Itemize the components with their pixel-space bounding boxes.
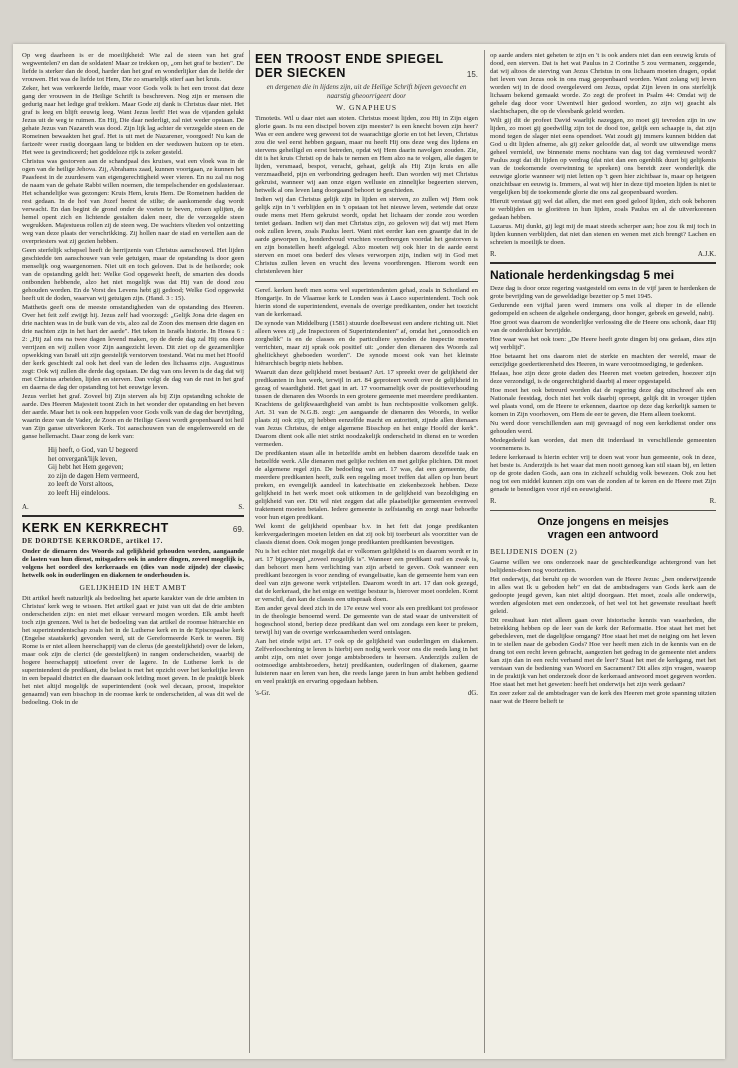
onze-paragraph: Het onderwijs, dat beruht op de woorden van de Heere Jezus: „ben onderwijzende in alles wat Ik u geboden heb" en dat de ambtsdragers van Gods kerk aan de gedoopte jeugd geven, kan niet altijd doorgaan. Het moet, zoals alle onderwijs, worden afgesloten met een onderzoek, of het wel tot het gewenste resultaat heeft geleid. [490,576,716,615]
kerk-number: 69. [232,524,244,534]
psalm-verse: Hij heeft, o God, van U begeerd het onvergank'lijk leven, Gij hebt het Hem gegeven; zo zijn de dagen Hem vermeerd, zo leeft de Vorst altoos, zo leeft Hij eindeloos. [48,446,139,497]
easter-signature: A. S. [22,502,244,511]
easter-paragraph: Op weg daarheen is er de moeilijkheid: Wie zal de steen van het graf wegwentelen? en dan de soldaten! Maar ze trekken op, „om het graf te bezien". De liefde is sterker dan de dood, harder dan het graf en wonderlijker dan de liefde der vrouwen. Het was de liefde tot Hem, Die zo smartelijk stierf aan het kruis. [22,52,244,83]
kerk-signature: 's-Gr. dG. [255,689,478,697]
onze-paragraph: Dit resultaat kan niet alleen gaan over historische kennis van waarheden, die betrekking hebben op de leer van de kerk der Reformatie. Hoe staat het met het gebedsleven, met de dagelijkse omgang? Hoe staat het met de neiging om het leven in te stellen naar de geboden Gods? Hoe ver heeft men zich in de kennis van en de drang tot een recht leven gebracht, aangezien het gedrag in de gemeente niet anders kan zijn dan in een recht verband met de leer? Staat het met de kerkgang, met het verstaan van de bediening van Woord en Sacrament? Dit alles zijn vragen, waarop in de praktijk van het onderzoek door de kerkeraad antwoord moet gegeven worden. Hoe staat het met het geweten: heeft het onderwijs het zijn werk gedaan? [490,617,716,688]
nationale-paragraph: Helaas, hoe zijn deze grote daden des Heeren met voeten getreden, hoezeer zijn deze verzondigd, is de ongerechtigheid daarbij al meer opgestapeld. [490,370,716,385]
nationale-paragraph: Nu werd door verschillenden aan mij gevraagd of nog een kerkdienst onder ons gehouden werd. [490,420,716,435]
column-right [490,52,716,1053]
troost-paragraph: Timoteüs. Wil u daar niet aan stoten. Christus moest lijden, zou Hij in Zijn eigen glorie gaan. Is nu een discipel boven zijn meester? is een knecht boven zijn heer? Was er een andere weg geweest tot de waarachtige glorie en tot het leven, Christus zou die wel eerst hebben gegaan, maar nu heeft Hij ons deze weg des lijdens en stervens geheiligd en eerst betreden, opdat wij Hem daarin navolgen zouden. Zie, dit is het kruis Christi op de hals te nemen en Hem alzo na te volgen, alle dagen te lijden, versmaad, bespot, veracht, gehaat, gelijk als Hij Zijn kruis en alle verzmaadheid, pijn en verbondring gedragen heeft. Dan worden wij met Christus gekruist, wanneer wij aan onze eigen welluste en zinnelijke begeerten sterven, hetwelk al ons leven lang doorgaand behoort te geschieden. [255,115,478,194]
kerk-article-quote: Onder de dienaren des Woords zal gelijkheid gehouden worden, aangaande de lasten van hun dienst, mitsgaders ook in andere dingen, zoveel mogelijk is, volgens het oordeel des kerkeraads en (dies van node zijnde) der classis; hetwelk ook in ouderlingen en diakenen te onderhouden is. [22,547,244,579]
onze-paragraph: En zeer zeker zal de ambtsdrager van de kerk des Heeren met grote spanning uitzien naar wat de Heere belieft te [490,690,716,705]
newspaper-page [13,44,725,1059]
troost-paragraph: op aarde anders niet geheten te zijn en 't is ook anders niet dan een eeuwig kruis of dood, een sterven. Dat is het wat Paulus in 2 Corinthe 5 zou vermanen, zeggende, dat wij altoos de sterving van Jezus Christus in ons lichaam moeten dragen, opdat het leven van Jezus ook in ons mag geopenbaard worden. Want zolang wij leven worden wij in de dood overgeleverd om Jezus, opdat Zijn leven in ons sterfelijk lichaam bekend gemaakt worde. Zo zegt de profeet in Psalm 44: Omdat wij de gehele dag door voor Uwentwil hier gedood worden, zo zijn wij geacht als slachtschapen, die op de vleesbank geleid worden. [490,52,716,115]
easter-paragraph: Mattheüs geeft ons de meeste omstandigheden van de opstanding des Heeren. Over het feit zelf zwijgt hij. Jezus zelf had voorzegd: „Gelijk Jona drie dagen en drie nachten was in de buik van de vis, alzo zal de Zoon des mensen drie dagen en drie nachten zijn in het hart der aarde". Het teken in Israëls historie. In Hosea 6 : 2: „Hij zal ons na twee dagen levend maken, op de derde dag zal Hij ons doen verrijzen en wij zullen voor Zijn aangezicht leven. Dit ziet op de gezamenlijke opwekking van Israël uit zijn geestelijk verstorven toestand. Wat nu met het Hoofd der kerk geschiedt zal ook het deel van de leden des lichaams zijn. Augustinus zegt: Ook wij zullen die derde dag opstaan. De dag van ons leven is de dag dat wij met Christus arbeiden, lijden en sterven. Dan volgt de dag van de rust in het graf en daarna de dag der opstanding tot het eeuwige leven. [22,304,244,391]
onze-subtitle: BELIJDENIS DOEN (2) [490,547,578,556]
easter-paragraph: Jezus verliet het graf. Zoveel bij Zijn sterven als bij Zijn opstanding schokte de aarde. Des Heeren Majesteit toont Zich in het wonder der opstanding en het beven der aarde. Maar het is ook een huppelen voor Gods volk van de dag der bevrijding, waarin deze van de Vader, de Zoon en de Heilige Geest wordt geopenbaard tot heil van Zijn ganse uitverkoren Kerk. Tot aanschouwen van de engelenwereld en de ganse hellemacht. Daar zong de kerk van: [22,393,244,440]
kerk-header [22,521,244,535]
kerk-body [22,595,244,707]
section-divider [22,515,244,517]
troost-paragraph: Indien wij dan Christus gelijk zijn in lijden en sterven, zo zullen wij Hem ook gelijk zijn in 't verblijden en in 't opstaan tot het nieuwe leven, wetende dat onze oude mens met Hem gekruist wordt, opdat het lichaam der zonde zou worden teniet gedaan. Indien wij dan met Christus zijn, zo geloven wij dat wij met Hem ook zullen leven, zoals Paulus leert. Want niet eerder kan een graantje dat in de aarde geworpen is, honderdvoud vruchten voortbrengen voordat het gestorven is en zijn bonstellen heeft afgelegd. Alzo moeten wij ook hier in de aarde eerst sterven en moet ons bederf des vleses verworpen zijn, indien wij in God met Christus zullen leven en vrucht des levens voortbrengen. Hierom wordt een christenleven hier [255,196,478,275]
nationale-paragraph: Hoe moet het ook betreurd worden dat de regering deze dag uitschreef als een Nationale feestdag, doch niet het volk daarbij oproept, gelijk dit in vroeger tijden wel plaats vond, om de Heere te erkennen, daartoe op deze dag kerkelijk samen te komen in Zijn voorhoven, om Hem de eer te geven, die Hem alleen toekomt. [490,387,716,418]
kerk-paragraph: De predikanten staan alle in hetzelfde ambt en hebben daarom dezelfde taak en hetzelfde werk. Alle dienaren met gelijke rechten en met gelijke plichten. Dit moet de algemene regel zijn. De bedoeling van art. 17 was, dat een gemeente, die meerdere predikanten heeft, zulk een regeling moet treffen dat allen op hun beurt preken, en evengelijk aandeel in katechisatie en ziekenbezoek hebben. Deze gelijkheid in het werk moet ook uitkomen in de gelijkheid van bezoldiging en gelijkheid van eer. Dit wil niet zeggen dat alle plaatselijke gemeenten evenveel traktement moeten betalen. Iedere gemeente is zelfstandig en zorgt naar behoefte voor hun eigen predikant. [255,450,478,521]
kerk-continuation [255,287,478,686]
kerk-paragraph: Wel komt de gelijkheid openbaar b.v. in het feit dat jonge predikanten kerkvergaderingen moeten leiden en dat zij ook bij toerbeurt als voorzitter van de classis dienst doen. Ook mogen jonge predikanten predikanten bevestigen. [255,523,478,546]
nationale-paragraph: Iedere kerkeraad is hierin echter vrij te doen wat voor hun gemeente, ook in deze, het beste is. Anderzijds is het waar dat men nooit genoeg kan stil staan bij, en letten op de grote daden Gods, aan ons in zichzelf schuldig volk bewezen. Ook zou het nog tot een middel kunnen zijn om van de zonden af te keren en de Heere met Zijn genade te benodigen voor rijd en eeuwigheid. [490,454,716,493]
onze-title-line1: Onze jongens en meisjes [537,516,669,528]
troost-number: 15. [466,70,478,79]
onze-paragraph: Gaarne willen we ons onderzoek naar de geschiedkundige achtergrond van het belijdenis-doen nog voortzetten. [490,559,716,574]
easter-paragraph: Zeker, het was verkeerde liefde, maar voor Gods volk is het een troost dat deze gang der vrouwen in de Heilige Schrift is beschreven. Nog zijn er mensen die gedurig naar het ledige graf trekken. Maar Gode zij dank is Christus daar niet. Het graf is leeg en blijft eeuwig leeg. Want Jezus leeft! Het was de vijanden gelukt Jezus uit de weg te ruimen. En Hij, Die daar nederligt, zal niet weder opstaan. De gehate Jezus van Nazareth was dood. Zijn lijk lag achter de verzegelde steen en de Romeinen bewaakten het graf. Het is uit met de Nazarener, voorgoed! Nu kan de farizeër weer rustig doorgaan lang te bidden en der weduwen huizen op te eten. Het wee is gevindiceerd; het goddeloze rijk is zeker gesteld. [22,85,244,156]
easter-paragraph: Geen sterfelijk schepsel heeft de herrijzenis van Christus aanschouwd. Het lijden geschiedde ten aanschouwe van vele getuigen, maar de opstanding is door geen menselijk oog waargenomen. Niet uit en toch geloven. Dat is de heilsorde; ook van de opstanding geldt het: Welke God opgewekt heeft, de smarten des doods ontbonden hebbende, alzo het niet mogelijk was dat Hij van de dood zou gehouden worden. En de Vorst des Levens hebt gij gedood; Welke God opgewekt heeft uit de doden, waarvan wij getuigen zijn. (Hand. 3 : 15). [22,247,244,302]
section-divider [255,281,478,282]
kerk-heading: GELIJKHEID IN HET AMBT [79,582,187,592]
nationale-paragraph: Hoe groot was daarom de wonderlijke verlossing die de Heere ons schonk, daar Hij van de onderdukker bevrijdde. [490,319,716,334]
troost-title-line2: DER SIECKEN [255,66,346,80]
troost-paragraph: Hieruit verstaat gij wel dat allen, die met een goed geloof lijden, zich ook behoren te verblijden en te gloriëren in hun lijden, zoals Paulus en al de uitverkorenen gedaan hebben. [490,198,716,221]
nationale-title: Nationale herdenkingsdag 5 mei [490,268,675,282]
kerk-paragraph: Dit artikel heeft natuurlijk als bedoeling het aparte karakter van de drie ambten in Christus' kerk weg te wissen. Het artikel gaat er juist van uit dat de drie ambten onderscheiden zijn: en niet met elkaar verward mogen worden. Elk ambt heeft toch zijn grenzen. Wel is het de bedoeling van dat artikel de roomse hiërarchie en het superintendentschap zoals het in de Lutherse kerk en in de Episcopaalse kerk (Engelse staatskerk) gevonden werd, uit de Gereformeerde Kerk te weren. Bij Rome is er niet alleen heerschappij van de clerus (de geestelijkheid) over de leken, maar ook zijn de clerici (de geestelijken) in rangen onderscheiden, waarbij de hogere heerschappij uitoefent over de lagere. In de Lutherse kerk is de superintendent de predikant, die belast is met het opzicht over het kerkelijke leven in een bepaald district en die daaraan ook leiding moet geven. In de praktijk bleek het niet altijd mogelijk de superintendent (ook wel decaan, proost, inspektor genaamd) van een bisschop in de roomse kerk te onderscheiden, al was dit wel de bedoeling. Ook in de [22,594,244,706]
column-left [22,52,244,1053]
troost-body [255,115,478,276]
kerk-paragraph: Waaruit dan deze gelijkheid moet bestaan? Art. 17 spreekt over de gelijkheid der predikanten in hun werk, terwijl in art. 84 geproteert wordt over de gelijkheid in gezag of waardigheid. Het gaat in art. 17 voornamelijk over de positieverhouding tussen de dienaren des Woords in een grotere gemeente met meerdere predikanten. Krachtens de gelijkwaardigheid van ambt is hun rechtspositie volkomen gelijk. Art. 31 van de N.G.B. zegt: „en aangaande de dienaren des Woords, in welke plaats zij ook zijn, zij hebben eenzelfde macht en autoriteit, zijnde allen dienaars van Jezus Christus, de enige algemene Bisschop en het enige Hoofd der kerk". Daarom dient ook alle niet strikt noodzakelijk onderscheid in dienst en te worden vermeden. [255,369,478,448]
troost-author: W. GNAPHEUS [335,103,398,112]
nationale-paragraph: Medegedeeld kan worden, dat men dit inderdaad in verschillende gemeenten voornemens is. [490,437,716,452]
onze-title-line2: vragen een antwoord [547,529,659,541]
nationale-paragraph: Gedurende een vijftal jaren werd immers ons volk al dieper in de ellende gedompeld en scheen de algehele ondergang, door honger, gebrek en geweld, nabij. [490,302,716,317]
kerk-paragraph: Geref. kerken heeft men soms wel superintendenten gehad, zoals in Schotland en Hongarije. In de Vlaamse kerk te Londen was à Lasco superintendent. Toch ook hierin stond de superintendent, evenals de overige predikanten, onder het toezicht van de kerkeraad. [255,287,478,318]
troost-header [255,66,478,80]
nationale-paragraph: Hoe waar was het ook toen: „De Heere heeft grote dingen bij ons gedaan, dies zijn wij verblijd". [490,336,716,351]
kerk-paragraph: Een ander geval deed zich in de 17e eeuw wel voor als een predikant tot professor in de theologie benoemd werd. De gemeente van de stad waar de universiteit of hogeschool stond, beriep deze predikant dan wel om zondags een keer te preken, terwijl hij van de overige werkzaamheden werd ontslagen. [255,605,478,636]
easter-paragraph: Christus was gestorven aan de schandpaal des kruises, wat een vloek was in de ogen van de heilige Jehova. Zij, Abrahams zaad, kunnen voortgaan, ze kunnen het Paasfeest in de zuurdesem van eigengerechtigheid weer vieren. En nu zal nu nog de naam van de gehate Rabbi willen noemen, die tempelschender en godslasteraar. Het schandelijke was gezongen: Kruis Hem, kruis Hem. De Romeinen hadden de rest gedaan. In de hof van Jozef heerst de stilte; de aankomende dag wordt verwacht. En dan begint de grond onder de voeten te beven, rotsen splijten, de hemel opent zich en lichtende gestalten dalen neer, die de verzegelde steen wegrukken. Majestueus rollen zij de steen weg. De wachters vlieden vol ontzetting weg van deze plaats der verschrikking. Zij hollen naar de stad en vertellen aan de overpriesters wat zij gezien hebben. [22,158,244,245]
column-rule [249,50,250,1053]
onze-body [490,559,716,706]
troost-signature: R. A.J.K. [490,250,716,258]
easter-article [22,52,244,441]
troost-byline: en dergenen die in lijdens zijn, uit de Heilige Schrift bijeen gevoecht en naarstig gheoorrigeert door [266,83,467,100]
troost-title-line1: EEN TROOST ENDE SPIEGEL [255,52,444,66]
section-divider [490,262,716,264]
troost-paragraph: Wilt gij dit de profeet David waarlijk nazeggen, zo moet gij tevreden zijn in uw lijden, zo moet gij goedwillig zijn tot de dood toe, gelijk een schaapje is, dat zijn mond tegen de slager niet eens opendoet. Wat zoudt gij immers kunnen bidden dat God u dit lijden afneme, als gij zeker geloofde dat, al wordt uw uitwendige mens geheel vernield, uw binnenste mens nochtans van dag tot dag vernieuwd wordt? Paulus zegt dat dit lijden op verdrag (dat niet dan een ogenblik duurt bij gelijkenis van de toekomende overwinning te spreken) ons bereidt zeer wonderlijk die eeuwige glorie wanneer wij niet letten op 't geen hier zichtbaar is, maar op hetgeen onzichtbaar en eeuwig is. Immers, al wat wij hier in deze tijd moeten lijden is niet te vergelijken bij de toekomende glorie die ons zal geopenbaard worden. [490,117,716,196]
troost-paragraph: Lazarus. Mij dunkt, gij legt mij de maat steeds scherper aan; hoe zou ik mij toch in lijden kunnen verblijden, dat niet dan stenen en wenen met zich brengt? Lachen en schreien is moeilijk te doen. [490,223,716,246]
kerk-title: KERK EN KERKRECHT [22,520,169,535]
kerk-paragraph: De synode van Middelburg (1581) stuurde doelbewust een andere richting uit. Niet alleen wees zij „de Inspectoren of Superintendenten" af, omdat het „onnoodich en zorghelik" is en de classes en de particuliere synoden de inspectie moeten verrichten, maar zij sprak ook positief uit: „onder den dienaren des Woords zal gheliickheyt gheboeden worden". De synode moest ook van het kleinste hiërarchisch begrip niets hebben. [255,320,478,367]
nationale-paragraph: Deze dag is door onze regering vastgesteld om eens in de vijf jaren te herdenken de grote bevrijding van de geweldadige bezetter op 5 mei 1945. [490,285,716,300]
nationale-body [490,285,716,494]
nationale-paragraph: Hoe betaamt het ons daarom niet de sterkte en machten der wereld, maar de eenzijdige goedertierenheid des Heeren, in ware verootmoediging, te gedenken. [490,353,716,368]
section-divider [490,510,716,511]
kerk-paragraph: Nu is het echter niet mogelijk dat er volkomen gelijkheid is en daarom wordt er in art. 17 bijgevoegd „zoveel mogelijk is". Wanneer een predikant oud en zwak is, dan behoort men hem verlichting van zijn arbeid te geven. Ook wanneer een predikant bezorgen is voor zending of evangelisatie, kan de gemeente hem van een deel van zijn gewone werk vrijstellen. Daarom wordt in art. 17 dan ook gezegd, dat de kerkeraad, die het enige en wettige bestuur is, hierover moet oordelen. Komt er verschil, dan kan de classis een uitspraak doen. [255,548,478,603]
kerk-paragraph: Aan het einde wijst art. 17 ook op de gelijkheid van ouderlingen en diakenen. Zelfverloochening te leren is hierbij een nodig werk voor ons die reeds lang in het ambt zijn, om niet over jonge ambtsbroeders te heersen. Anderzijds zullen de ootmoedige ambtsbroeders, hetzij predikanten, ouderlingen of diakenen, gaarne luisteren naar en leren van hen, die reeds lange jaren in hun ambt hebben gediend en veel praktijk en ervaring opgedaan hebben. [255,638,478,685]
kerk-subtitle: DE DORDTSE KERKORDE, artikel 17. [22,536,163,545]
troost-continuation [490,52,716,247]
nationale-signature: R. R. [490,497,716,505]
column-middle [255,52,478,1053]
column-rule [484,50,485,1053]
